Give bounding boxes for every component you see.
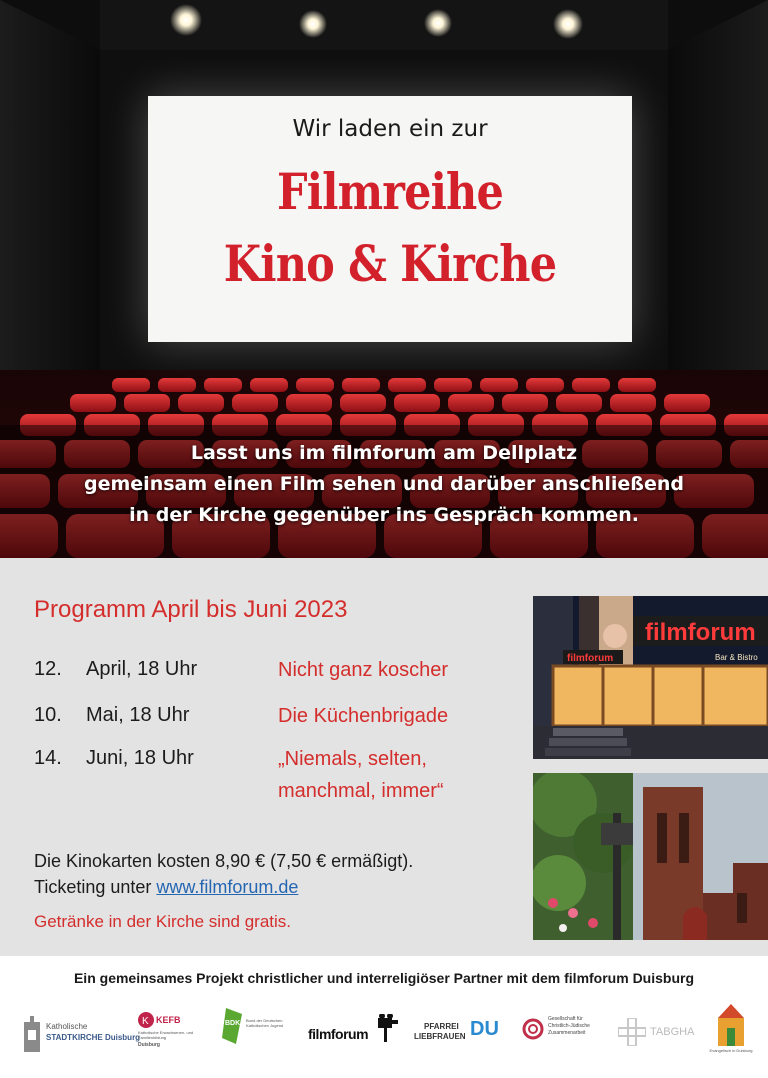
church-building-icon <box>22 1016 42 1052</box>
intro-line-2: gemeinsam einen Film sehen und darüber anschließend <box>84 473 684 495</box>
title-line-1: Filmreihe <box>277 162 503 221</box>
gcjz-ring-icon <box>522 1018 544 1040</box>
logo-gcjz <box>522 1012 612 1052</box>
pfarrei-line-2: LIEBFRAUEN <box>414 1032 466 1041</box>
cinema-screen <box>148 96 632 342</box>
event-date: April, 18 Uhr <box>86 658 198 680</box>
intro-text <box>0 438 768 531</box>
gcjz-line-1: Gesellschaft für <box>548 1016 583 1022</box>
intro-line-3: in der Kirche gegenüber ins Gespräch kommen. <box>129 504 639 526</box>
kefb-badge-icon <box>138 1012 154 1028</box>
cinema-sign-text: filmforum <box>645 619 756 646</box>
invite-text: Wir laden ein zur <box>292 116 488 142</box>
kefb-name: KEFB <box>156 1015 181 1025</box>
event-date: Juni, 18 Uhr <box>86 747 194 769</box>
kefb-city: Duisburg <box>138 1042 160 1048</box>
logo-tabgha <box>618 1018 698 1048</box>
cinema-sign-small-text: filmforum <box>567 653 614 664</box>
logo-evangelisch <box>708 1004 754 1058</box>
church-tower-icon <box>716 1004 746 1046</box>
event-row-3 <box>34 747 194 770</box>
intro-line-1: Lasst uns im filmforum am Dellplatz <box>190 442 578 464</box>
drinks-note: Getränke in der Kirche sind gratis. <box>34 912 292 931</box>
ticket-info <box>34 848 413 900</box>
logo-kefb <box>138 1010 208 1060</box>
event-day: 10. <box>34 704 62 726</box>
tabgha-name: TABGHA <box>650 1026 695 1038</box>
event-film-2: Die Küchenbrigade <box>278 705 449 727</box>
event-row-2 <box>34 704 189 727</box>
event-film-3 <box>278 743 444 807</box>
cinema-exterior-image <box>533 596 768 759</box>
gcjz-line-2: Christlich-Jüdische <box>548 1023 590 1029</box>
event-day: 12. <box>34 658 62 680</box>
ticketing-link[interactable]: www.filmforum.de <box>156 877 299 897</box>
price-line: Die Kinokarten kosten 8,90 € (7,50 € ermäßigt). <box>34 851 414 871</box>
event-film-3-line-2: manchmal, immer“ <box>278 780 444 802</box>
cross-icon <box>618 1018 646 1046</box>
event-film-1: Nicht ganz koscher <box>278 659 449 681</box>
svg-text:K: K <box>142 1016 149 1027</box>
church-image <box>533 773 768 940</box>
logo-kath-stadtkirche <box>22 1016 141 1056</box>
project-text: Ein gemeinsames Projekt christlicher und interreligiöser Partner mit dem filmforum Duisburg <box>73 970 695 986</box>
pfarrei-du: DU <box>470 1018 499 1040</box>
ticketing-line <box>34 874 413 900</box>
program-title: Programm April bis Juni 2023 <box>34 596 348 623</box>
kath-line-1: Katholische <box>46 1022 88 1031</box>
filmforum-logo-text: filmforum <box>308 1026 369 1042</box>
bdkj-subtitle: Bund der Deutschen Katholischen Jugend <box>246 1018 284 1028</box>
bdkj-name: BDKJ <box>225 1020 245 1027</box>
event-date: Mai, 18 Uhr <box>86 704 190 726</box>
camera-operator-icon <box>374 1014 400 1044</box>
event-row-1 <box>34 658 197 681</box>
pfarrei-line-1: PFARREI <box>424 1022 459 1031</box>
partner-logos <box>0 1000 768 1070</box>
logo-filmforum <box>308 1018 402 1052</box>
gcjz-text <box>548 1016 590 1037</box>
logo-pfarrei-liebfrauen <box>414 1018 504 1048</box>
logo-bdkj <box>222 1008 292 1058</box>
church-photo <box>533 773 768 940</box>
event-day: 14. <box>34 747 62 769</box>
ev-text: Evangelisch in Duisburg <box>709 1048 753 1053</box>
ticketing-prefix: Ticketing unter <box>34 877 157 897</box>
gcjz-line-3: Zusammenarbeit <box>548 1030 586 1036</box>
kefb-subtitle: Katholische Erwachsenen- und Familienbildung <box>138 1030 194 1040</box>
bar-bistro-text: Bar & Bistro <box>715 653 758 662</box>
cinema-exterior-photo <box>533 596 768 759</box>
kath-line-2: STADTKIRCHE Duisburg <box>46 1033 141 1042</box>
title-line-2: Kino & Kirche <box>223 234 557 293</box>
event-film-3-line-1: „Niemals, selten, <box>278 748 427 770</box>
